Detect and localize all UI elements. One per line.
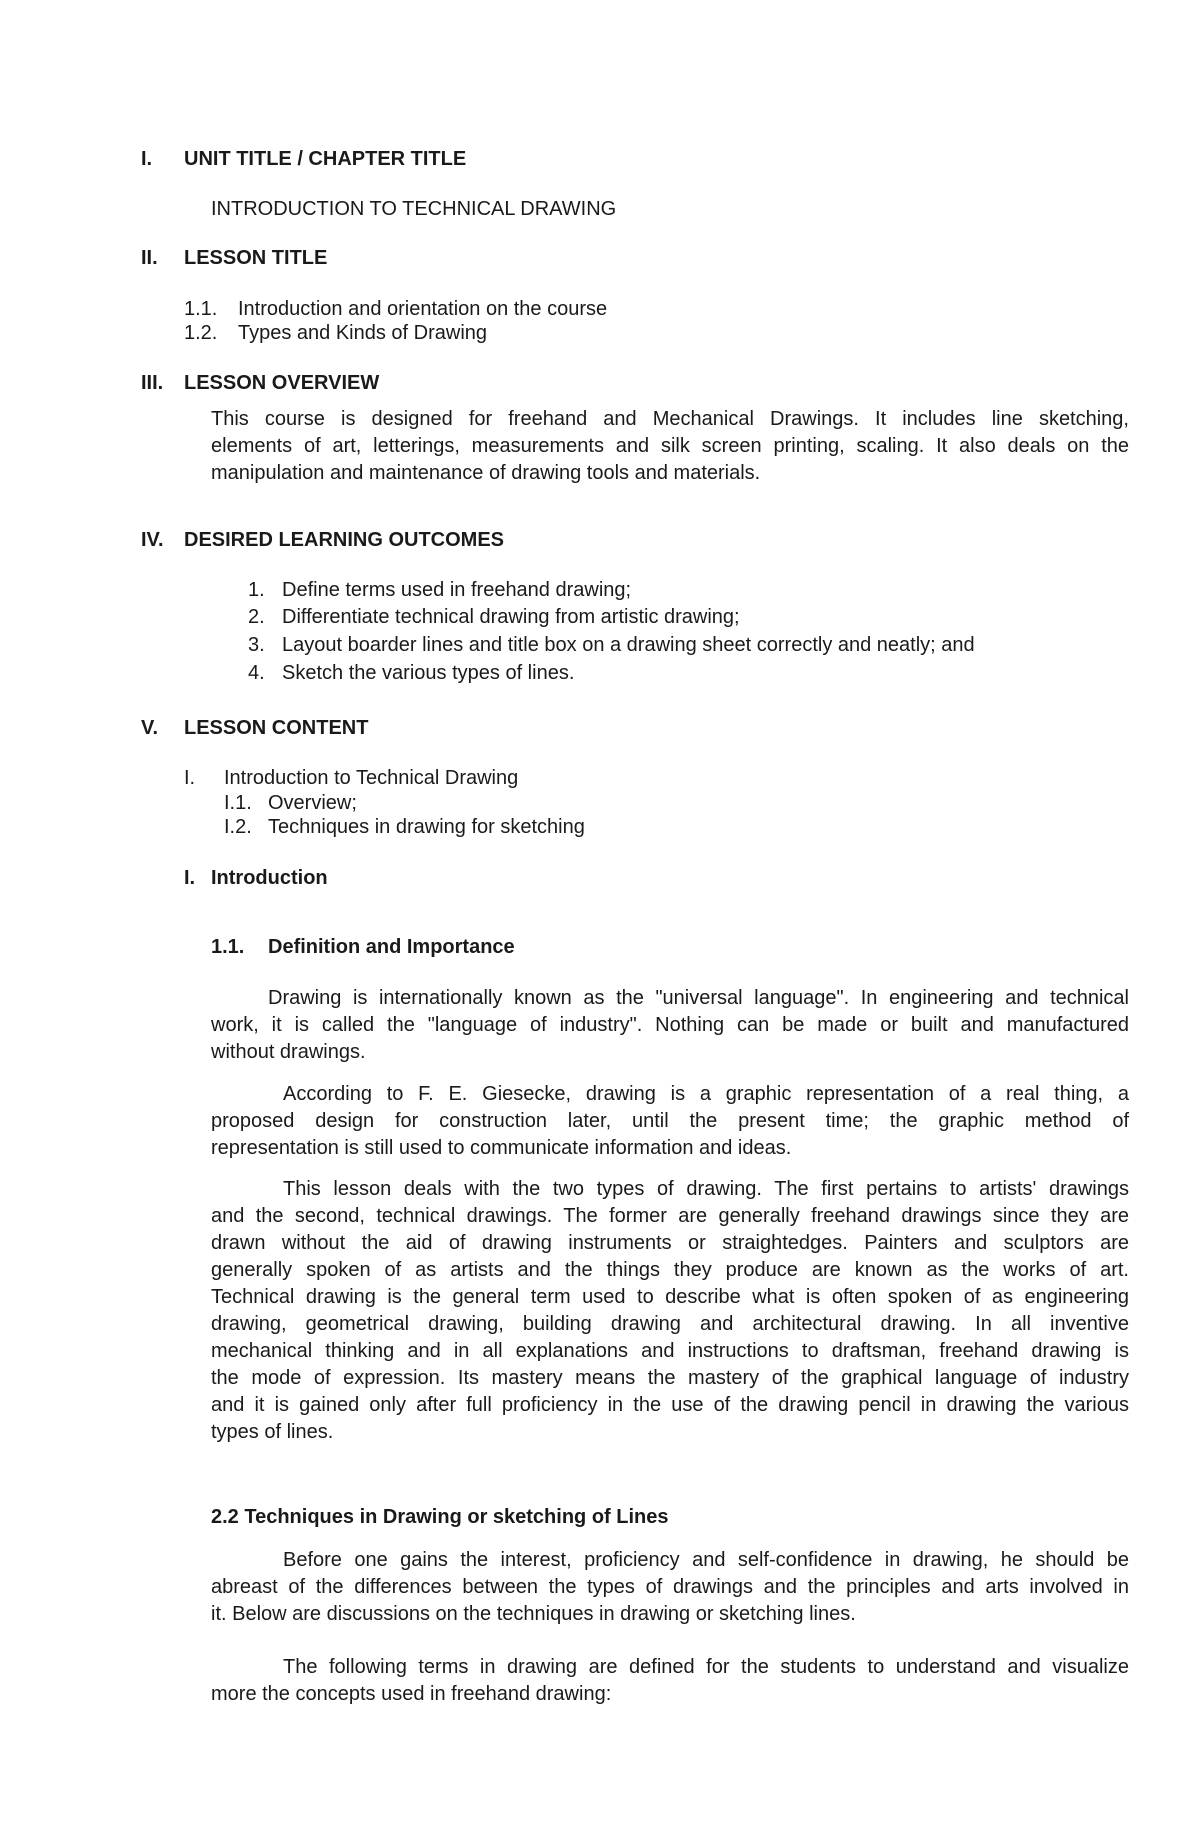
paragraph-line: drawing, geometrical drawing, building drawing and architectural drawing. In all inventive (211, 1313, 1129, 1335)
paragraph-line: the mode of expression. Its mastery means the mastery of the graphical language of industry (211, 1367, 1129, 1389)
outcome-number: 4. (248, 662, 265, 684)
section-1-number: I. (141, 148, 153, 170)
section-3-title: LESSON OVERVIEW (184, 372, 380, 394)
definition-heading: Definition and Importance (268, 936, 515, 958)
paragraph-line: proposed design for construction later, until the present time; the graphic method of (211, 1110, 1129, 1132)
outcome-number: 2. (248, 606, 265, 628)
lesson-title-item-number: 1.1. (184, 298, 218, 320)
section-1-title: UNIT TITLE / CHAPTER TITLE (184, 148, 467, 170)
content-outline-sub-item: Techniques in drawing for sketching (268, 816, 585, 838)
lesson-title-item-number: 1.2. (184, 322, 218, 344)
paragraph-line: abreast of the differences between the types of drawings and the principles and arts involved in (211, 1576, 1129, 1598)
paragraph-line: work, it is called the "language of industry". Nothing can be made or built and manufactured (211, 1014, 1129, 1036)
paragraph-line: According to F. E. Giesecke, drawing is a graphic representation of a real thing, a (283, 1083, 1129, 1105)
paragraph-line: This course is designed for freehand and Mechanical Drawings. It includes line sketching, (211, 408, 1129, 430)
outcome-item: Define terms used in freehand drawing; (282, 579, 632, 601)
techniques-paragraph-1 (211, 1547, 1129, 1628)
definition-heading-number: 1.1. (211, 936, 245, 958)
intro-heading-number: I. (184, 867, 196, 889)
intro-heading: Introduction (211, 867, 328, 889)
intro-paragraph-1 (211, 985, 1129, 1066)
paragraph-line: representation is still used to communicate information and ideas. (211, 1137, 792, 1159)
section-3-number: III. (141, 372, 164, 394)
section-2-title: LESSON TITLE (184, 247, 328, 269)
content-outline-item: Introduction to Technical Drawing (224, 767, 519, 789)
content-outline-sub-number: I.2. (224, 816, 252, 838)
paragraph-line: mechanical thinking and in all explanations and instructions to draftsman, freehand drawing is (211, 1340, 1129, 1362)
paragraph-line: drawn without the aid of drawing instruments or straightedges. Painters and sculptors are (211, 1232, 1129, 1254)
paragraph-line: Drawing is internationally known as the "universal language". In engineering and technical (268, 987, 1129, 1009)
section-4-title: DESIRED LEARNING OUTCOMES (184, 529, 505, 551)
paragraph-line: without drawings. (211, 1041, 366, 1063)
paragraph-line: This lesson deals with the two types of drawing. The first pertains to artists' drawings (283, 1178, 1129, 1200)
section-5-number: V. (141, 717, 159, 739)
paragraph-line: The following terms in drawing are defined for the students to understand and visualize (283, 1656, 1129, 1678)
paragraph-line: elements of art, letterings, measurements and silk screen printing, scaling. It also deals on the (211, 435, 1129, 457)
content-outline-number: I. (184, 767, 196, 789)
outcome-number: 3. (248, 634, 265, 656)
section-2-number: II. (141, 247, 158, 269)
paragraph-line: it. Below are discussions on the techniques in drawing or sketching lines. (211, 1603, 856, 1625)
section-5-title: LESSON CONTENT (184, 717, 369, 739)
content-outline-sub-number: I.1. (224, 792, 252, 814)
paragraph-line: Before one gains the interest, proficiency and self-confidence in drawing, he should be (283, 1549, 1129, 1571)
techniques-paragraph-2 (211, 1654, 1129, 1708)
techniques-heading: 2.2 Techniques in Drawing or sketching of Lines (211, 1506, 669, 1528)
content-outline-sub-item: Overview; (268, 792, 357, 814)
paragraph-line: types of lines. (211, 1421, 334, 1443)
intro-paragraph-3 (211, 1176, 1129, 1446)
paragraph-line: manipulation and maintenance of drawing tools and materials. (211, 462, 761, 484)
paragraph-line: more the concepts used in freehand drawing: (211, 1683, 612, 1705)
outcome-item: Layout boarder lines and title box on a drawing sheet correctly and neatly; and (282, 634, 975, 656)
intro-paragraph-2 (211, 1081, 1129, 1162)
outcome-item: Sketch the various types of lines. (282, 662, 575, 684)
lesson-title-item: Types and Kinds of Drawing (238, 322, 488, 344)
lesson-overview-paragraph (211, 406, 1129, 487)
paragraph-line: and the second, technical drawings. The former are generally freehand drawings since they are (211, 1205, 1129, 1227)
outcome-number: 1. (248, 579, 265, 601)
chapter-title: INTRODUCTION TO TECHNICAL DRAWING (211, 198, 617, 220)
paragraph-line: Technical drawing is the general term used to describe what is often spoken of as engineering (211, 1286, 1129, 1308)
lesson-title-item: Introduction and orientation on the course (238, 298, 608, 320)
paragraph-line: and it is gained only after full proficiency in the use of the drawing pencil in drawing the various (211, 1394, 1129, 1416)
outcome-item: Differentiate technical drawing from artistic drawing; (282, 606, 740, 628)
section-4-number: IV. (141, 529, 164, 551)
paragraph-line: generally spoken of as artists and the things they produce are known as the works of art. (211, 1259, 1129, 1281)
